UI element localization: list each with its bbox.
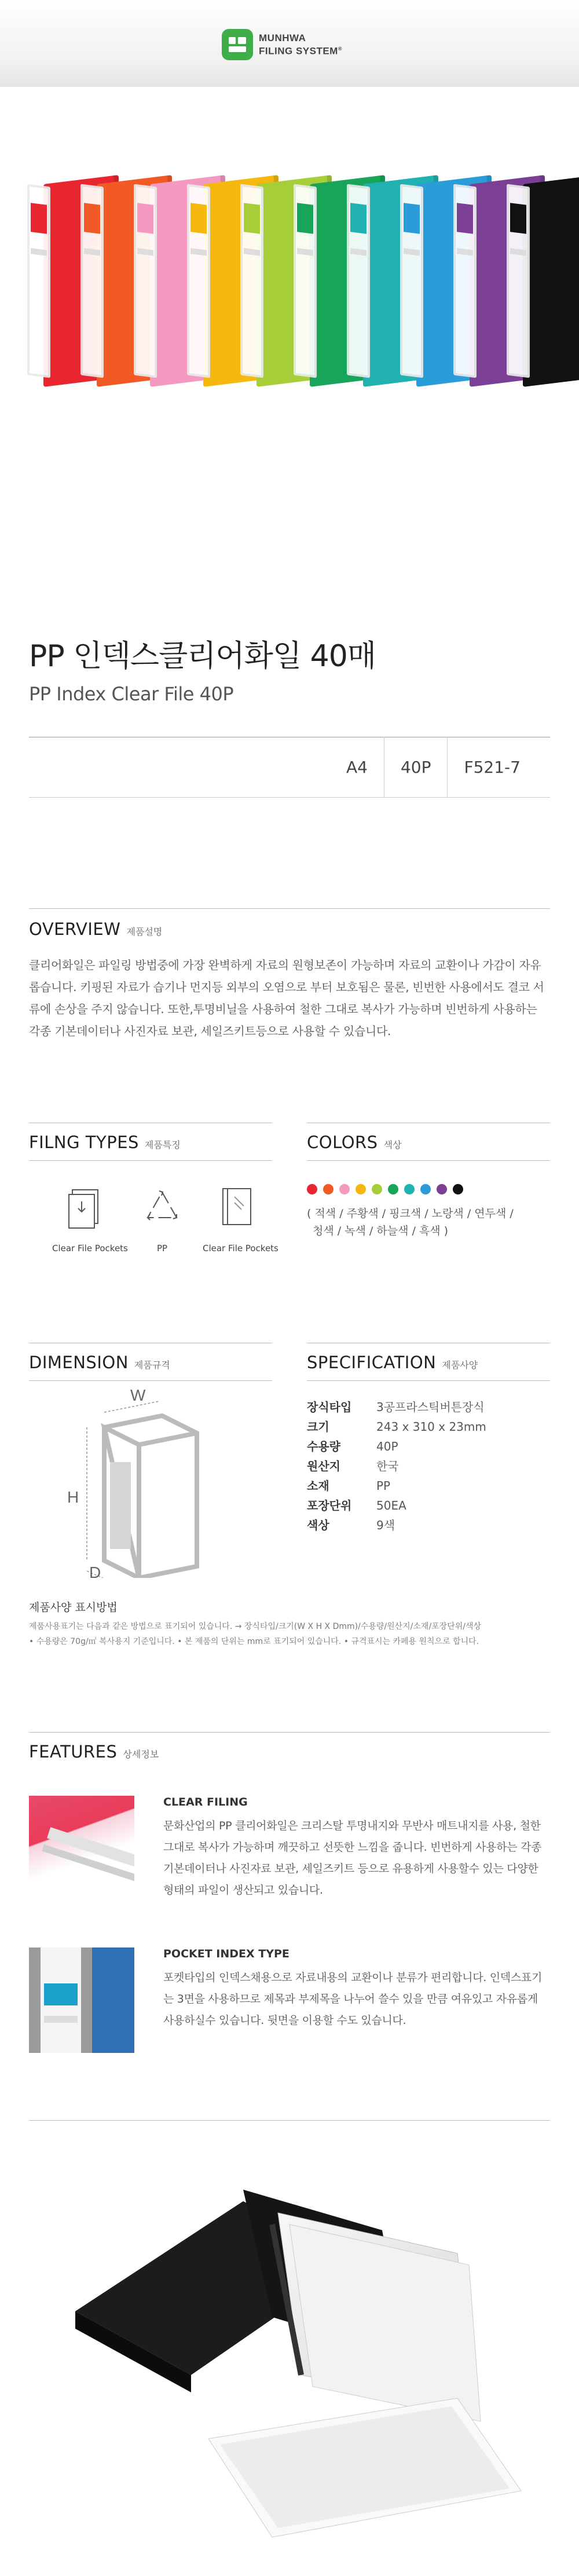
dimension-subtitle: 제품규격 [134,1360,170,1371]
spec-key: 포장단위 [307,1499,352,1512]
dimension-section [29,1343,272,1580]
colors-text: ( 적색 / 주황색 / 핑크색 / 노랑색 / 연두색 / [307,1207,514,1220]
filing-type-label: Clear File Pockets [52,1243,128,1254]
spec-pages: 40P [384,737,448,797]
spec-value: 50EA [376,1499,406,1512]
colors-subtitle: 색상 [383,1139,402,1150]
filing-type-label: Clear File Pockets [203,1243,278,1254]
colors-section [307,1123,550,1240]
spec-value: 한국 [376,1459,399,1473]
color-swatch [323,1184,334,1194]
filing-types-title: FILNG TYPES [29,1132,139,1152]
feature-text: 포켓타입의 인덱스채용으로 자료내용의 교환이나 분류가 편리합니다. 인덱스표기는 3면을 사용하므로 제목과 부제목을 나누어 쓸수 있을 만큼 여유있고 자유롭게 사용하실수 있습니다. 뒷면을 이용할 수도 있습니다. [163,1971,543,2027]
munhwa-logo-icon [222,29,253,60]
product-title-en: PP Index Clear File 40P [29,683,234,705]
open-binder-photo [0,2166,579,2560]
color-swatch [420,1184,431,1194]
color-swatch [339,1184,350,1194]
header-bar [0,0,579,87]
feature-text: 문화산업의 PP 클리어화일은 크리스탈 투명내지와 무반사 매트내지를 사용, 철한 그대로 복사가 가능하며 깨끗하고 선뜻한 느낌을 줍니다. 빈번하게 사용하는 각종 기본데이터나 사진자료 보관, 세일즈키트 등으로 유용하게 사용할수 있는 다양한 형태의 파일이 생산되고 있습니다. [163,1819,542,1897]
color-swatches [307,1184,550,1194]
registered-mark: ® [338,46,342,52]
color-swatch [453,1184,463,1194]
filing-type-item [203,1184,278,1254]
dimension-label-w: W [130,1387,146,1404]
spec-table-row [307,1397,550,1417]
feature-image-pocket-index [29,1947,134,2053]
features-title: FEATURES [29,1742,118,1762]
clear-file-pocket-icon [67,1184,107,1230]
spec-value: 9색 [376,1518,395,1532]
feature-item [29,1796,550,1901]
specification-title: SPECIFICATION [307,1353,437,1372]
features-subtitle: 상세정보 [123,1749,159,1760]
overview-text: 클리어화일은 파일링 방법중에 가장 완벽하게 자료의 원형보존이 가능하며 자료의 교환이나 가감이 자유롭습니다. 키핑된 자료가 습기나 먼지등 외부의 오염으로 부터 보호됨은 물론, 빈번한 사용에서도 결코 서류에 손상을 주지 않습니다. 또한,투명비닐을 사용하여 철한 그대로 복사가 가능하며 빈번하게 사용하는 각종 기본데이터나 사진자료 보관, 세일즈키트등으로 사용할 수 있습니다. [29,958,544,1038]
spec-table-row [307,1417,550,1437]
color-swatch [356,1184,366,1194]
filing-type-label: PP [156,1243,168,1254]
divider [29,2120,550,2121]
filing-types-subtitle: 제품특징 [144,1139,181,1150]
notes-line: • 수용량은 70g/㎡ 복사용지 기준입니다. • 본 제품의 단위는 mm로 표기되어 있습니다. • 규격표시는 카페용 원칙으로 합니다. [29,1637,479,1646]
notes-title: 제품사양 표시방법 [29,1601,118,1614]
color-swatch [388,1184,398,1194]
spec-key: 장식타입 [307,1400,352,1414]
dimension-diagram [29,1387,237,1578]
spec-value: 40P [376,1439,398,1453]
overview-subtitle: 제품설명 [126,926,163,937]
spec-value: 243 x 310 x 23mm [376,1420,486,1434]
spec-notes [29,1599,550,1649]
spec-key: 수용량 [307,1439,340,1453]
spec-table-row [307,1437,550,1456]
product-title-ko: PP 인덱스클리어화일 40매 [29,639,376,674]
dimension-label-h: H [67,1488,79,1506]
dimension-label-d: D [89,1563,101,1578]
specification-section [307,1343,550,1535]
spec-key: 원산지 [307,1459,340,1473]
filing-type-item [52,1184,128,1254]
spec-key: 색상 [307,1518,329,1532]
filing-types-section [29,1123,278,1254]
binder-image [523,180,579,382]
brand-logo[interactable] [222,29,342,60]
spec-key: 소재 [307,1479,329,1493]
feature-image-clear-filing [29,1796,134,1901]
brand-tagline: FILING SYSTEM [259,45,338,57]
colors-title: COLORS [307,1132,378,1152]
divider [29,797,550,798]
color-swatch [404,1184,415,1194]
colors-text: 청색 / 녹색 / 하늘색 / 흑색 ) [313,1225,449,1237]
spec-table-row [307,1476,550,1496]
product-spec-summary [330,737,537,797]
brand-name: MUNHWA [259,32,306,44]
specification-table [307,1397,550,1535]
specification-subtitle: 제품사양 [442,1360,478,1371]
spec-size: A4 [346,757,368,777]
overview-section [29,908,550,1042]
filing-type-item [139,1184,185,1254]
dimension-title: DIMENSION [29,1353,129,1372]
spec-value: PP [376,1479,391,1493]
spec-key: 크기 [307,1420,329,1434]
feature-title: CLEAR FILING [163,1796,248,1808]
clear-file-pocket-icon [217,1184,258,1230]
recycle-pp-icon [142,1184,182,1230]
feature-title: POCKET INDEX TYPE [163,1947,290,1960]
spec-table-row [307,1496,550,1515]
color-swatch [437,1184,447,1194]
color-swatch [372,1184,382,1194]
notes-line: 제품사용표기는 다음과 같은 방법으로 표기되어 있습니다. → 장식타입/크기(W X H X Dmm)/수용량/원산지/소재/포장단위/색상 [29,1622,482,1631]
feature-item [29,1947,550,2053]
spec-table-row [307,1456,550,1476]
spec-table-row [307,1515,550,1535]
overview-title: OVERVIEW [29,919,121,939]
spec-model: F521-7 [447,737,536,797]
features-section [29,1732,550,1770]
spec-value: 3공프라스틱버튼장식 [376,1400,485,1414]
product-title-block [29,631,550,705]
color-swatch [307,1184,317,1194]
hero-binders-image [0,87,579,411]
